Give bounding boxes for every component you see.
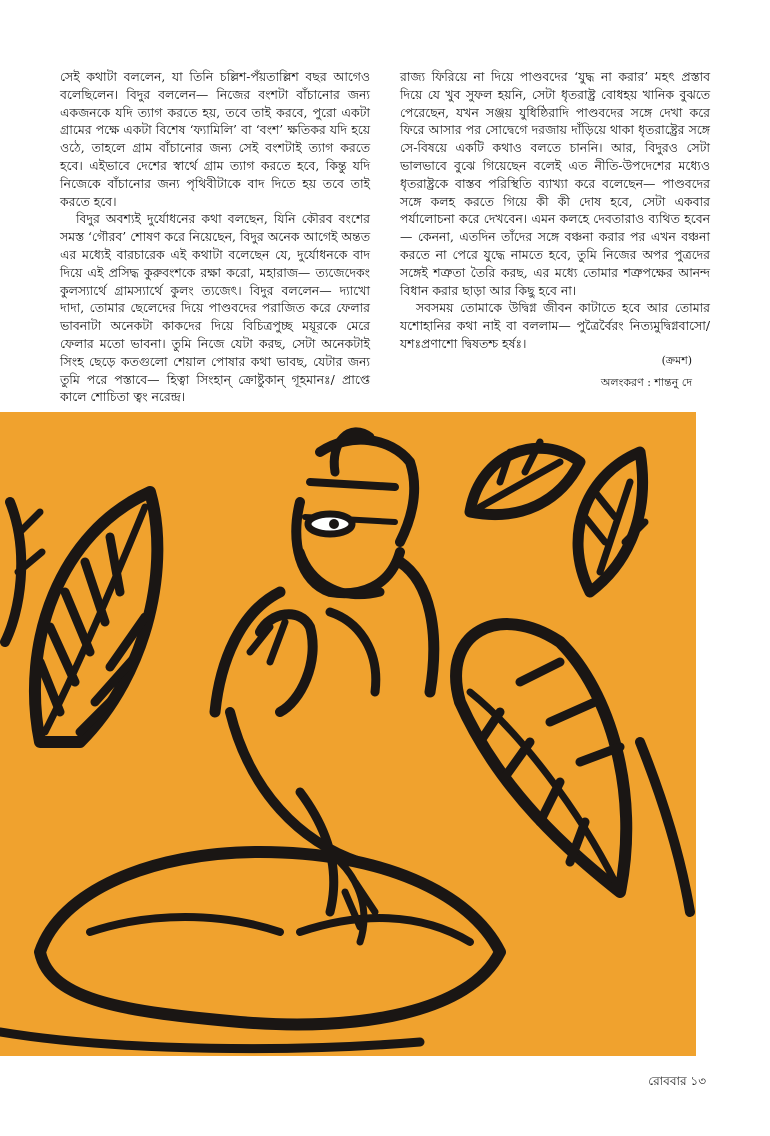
body-paragraph: সেই কথাটা বললেন, যা তিনি চল্লিশ-পঁয়তাল্লিশ বছর আগেও বলেছিলেন। বিদুর বললেন— নিজের বংশটা বাঁচানোর জন্য একজনকে যদি ত্যাগ করতে হয়, তবে তাই করবে, পুরো একটা গ্রামের পক্ষে একটা বিশেষ ‘ফ্যামিলি’ বা ‘বংশ’ ক্ষতিকর যদি হয়ে ওঠে, তাহলে গ্রাম বাঁচানোর জন্য সেই বংশটাই ত্যাগ করতে হবে। এইভাবে দেশের স্বার্থে গ্রাম ত্যাগ করতে হবে, কিন্তু যদি নিজেকে বাঁচানোর জন্য পৃথিবীটাকে বাদ দিতে হয় তবে তাই করতে হবে। bbox=[60, 69, 370, 209]
illustration-credit: অলংকরণ : শান্তনু দে bbox=[600, 376, 692, 389]
page-number: রোববার ১৩ bbox=[648, 1074, 706, 1088]
body-paragraph: বিদুর অবশ্যই দুর্যোধনের কথা বলছেন, যিনি কৌরব বংশের সমস্ত ‘গৌরব’ শোষণ করে নিয়েছেন, বিদুর অনেক আগেই অন্তত এর মধ্যেই বারচারেক এই কথাটা বলেছেন যে, দুর্যোধনকে বাদ দিয়ে এই প্রসিদ্ধ কুরুবংশকে রক্ষা করো, মহারাজ— ত্যজেদেকং কুলস্যার্থে গ্রামস্যার্থে কুলং ত্যজেৎ। বিদুর বললেন— দ্যাখো দাদা, তোমার ছেলেদের দিয়ে পাণ্ডবদের পরাজিত করে ফেলার ভাবনাটা অনেকটা কাকদের দিয়ে বিচিত্রপুচ্ছ ময়ূরকে মেরে ফেলার মতো ভাবনা। তুমি নিজে যেটা করছ, সেটা অনেকটাই সিংহ ছেড়ে কতগুলো শেয়াল পোষার কথা ভাবছ, যেটার জন্য তুমি পরে পস্তাবে— হিত্বা সিংহান্ ক্রোষ্টুকান্ গূহমানঃ/ প্রাপ্তে কালে শোচিতা ত্বং নরেন্দ্র। bbox=[60, 211, 370, 405]
body-paragraph: সবসময় তোমাকে উদ্বিগ্ন জীবন কাটাতে হবে আর তোমার যশোহানির কথা নাই বা বললাম— পুত্রৈর্বৈরং নিত্যমুদ্বিগ্নবাসো/ যশঃপ্রণাশো দ্বিষতশ্চ হর্ষঃ। bbox=[400, 300, 710, 351]
continued-label: (ক্রমশ) bbox=[661, 354, 692, 367]
right-text-column bbox=[400, 68, 710, 353]
left-text-column bbox=[60, 68, 370, 406]
illustration bbox=[0, 412, 696, 1056]
illustration-artwork bbox=[0, 412, 696, 1056]
body-paragraph: রাজ্য ফিরিয়ে না দিয়ে পাণ্ডবদের ‘যুদ্ধ না করার’ মহৎ প্রস্তাব দিয়ে যে খুব সুফল হয়নি, সেটা ধৃতরাষ্ট্র বোধহয় খানিক বুঝতে পেরেছেন, যখন সঞ্জয় যুধিষ্ঠিরাদি পাণ্ডবদের সঙ্গে দেখা করে ফিরে আসার পর সোদ্বেগে দরজায় দাঁড়িয়ে থাকা ধৃতরাষ্ট্রের সঙ্গে সে-বিষয়ে একটি কথাও বলতে চাননি। আর, বিদুরও সেটা ভালভাবে বুঝে গিয়েছেন বলেই এত নীতি-উপদেশের মধ্যেও ধৃতরাষ্ট্রকে বাস্তব পরিস্থিতি ব্যাখ্যা করে বলেছেন— পাণ্ডবদের সঙ্গে কলহ করতে গিয়ে কী কী দোষ হবে, সেটা একবার পর্যালোচনা করে দেখবেন। এমন কলহে দেবতারাও ব্যথিত হবেন— কেননা, এতদিন তাঁদের সঙ্গে বঞ্চনা করার পর এখন বঞ্চনা করতে না পেরে যুদ্ধে নামতে হবে, তুমি নিজের অপর পুত্রদের সঙ্গেই শত্রুতা তৈরি করছ, এর মধ্যে তোমার শত্রুপক্ষের আনন্দ বিধান করার ছাড়া আর কিছু হবে না। bbox=[400, 69, 710, 298]
illustration-background bbox=[0, 412, 696, 1056]
